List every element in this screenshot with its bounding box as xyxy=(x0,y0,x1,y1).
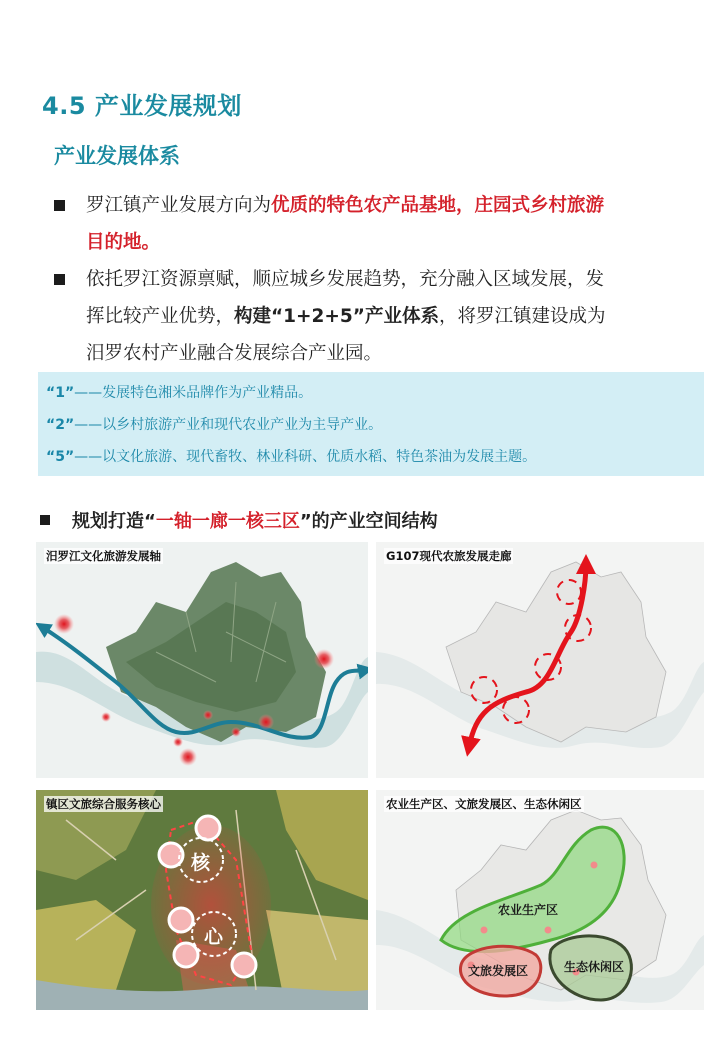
zone-label-eco: 生态休闲区 xyxy=(564,960,625,974)
bullet1-highlight: 优质的特色农产品基地，庄园式乡村旅游 xyxy=(271,195,605,216)
corridor-map-graphic xyxy=(376,542,704,778)
info-box xyxy=(38,372,704,476)
zone-label-culture: 文旅发展区 xyxy=(468,964,529,978)
map-panel-zones xyxy=(376,790,704,1010)
bullet-square-icon xyxy=(54,200,65,211)
section-subheading: 产业发展体系 xyxy=(54,144,180,168)
bullet2-line2-bold: 构建“1+2+5”产业体系 xyxy=(234,306,439,327)
zone-label-agri: 农业生产区 xyxy=(498,903,559,917)
map-panel-axis xyxy=(36,542,368,778)
bullet3-highlight: 一轴一廊一核三区 xyxy=(155,511,300,532)
bullet1-prefix: 罗江镇产业发展方向为 xyxy=(86,195,272,216)
bullet-square-icon xyxy=(54,274,65,285)
bullet-spatial-structure xyxy=(40,507,438,533)
bullet-development-direction xyxy=(54,187,694,261)
section-heading: 4.5 产业发展规划 xyxy=(42,92,242,120)
bullet2-line1: 依托罗江资源禀赋，顺应城乡发展趋势，充分融入区域发展，发 xyxy=(86,269,605,290)
core-char-xin: 心 xyxy=(204,926,224,948)
panel-zones-label: 农业生产区、文旅发展区、生态休闲区 xyxy=(386,797,582,811)
info-line-3 xyxy=(46,446,536,466)
axis-map-graphic xyxy=(36,542,368,778)
info-text-1: ——发展特色湘米品牌作为产业精品。 xyxy=(74,385,313,401)
info-num-3: “5” xyxy=(46,449,75,465)
panel-corridor-label: G107现代农旅发展走廊 xyxy=(386,549,512,563)
core-map-graphic xyxy=(36,790,368,1010)
panel-axis-label: 汨罗江文化旅游发展轴 xyxy=(46,549,161,563)
map-panel-corridor xyxy=(376,542,704,778)
info-text-2: ——以乡村旅游产业和现代农业产业为主导产业。 xyxy=(74,417,383,433)
info-line-1 xyxy=(46,382,312,402)
info-num-2: “2” xyxy=(46,417,75,433)
core-char-he: 核 xyxy=(191,852,211,874)
bullet-industry-system xyxy=(54,261,694,372)
bullet1-highlight-cont: 目的地。 xyxy=(86,232,161,253)
bullet3-suffix: ”的产业空间结构 xyxy=(299,511,438,532)
info-text-3: ——以文化旅游、现代畜牧、林业科研、优质水稻、特色茶油为发展主题。 xyxy=(74,449,537,465)
panel-core-label: 镇区文旅综合服务核心 xyxy=(46,797,161,811)
info-line-2 xyxy=(46,414,382,434)
info-num-1: “1” xyxy=(46,385,75,401)
bullet2-line2b: ，将罗江镇建设成为 xyxy=(438,306,606,327)
bullet2-line3: 汨罗农村产业融合发展综合产业园。 xyxy=(86,343,383,364)
bullet-square-icon xyxy=(40,515,50,525)
map-panel-core xyxy=(36,790,368,1010)
bullet2-line2a: 挥比较产业优势， xyxy=(86,306,235,327)
bullet3-prefix: 规划打造“ xyxy=(72,511,156,532)
zones-map-graphic xyxy=(376,790,704,1010)
